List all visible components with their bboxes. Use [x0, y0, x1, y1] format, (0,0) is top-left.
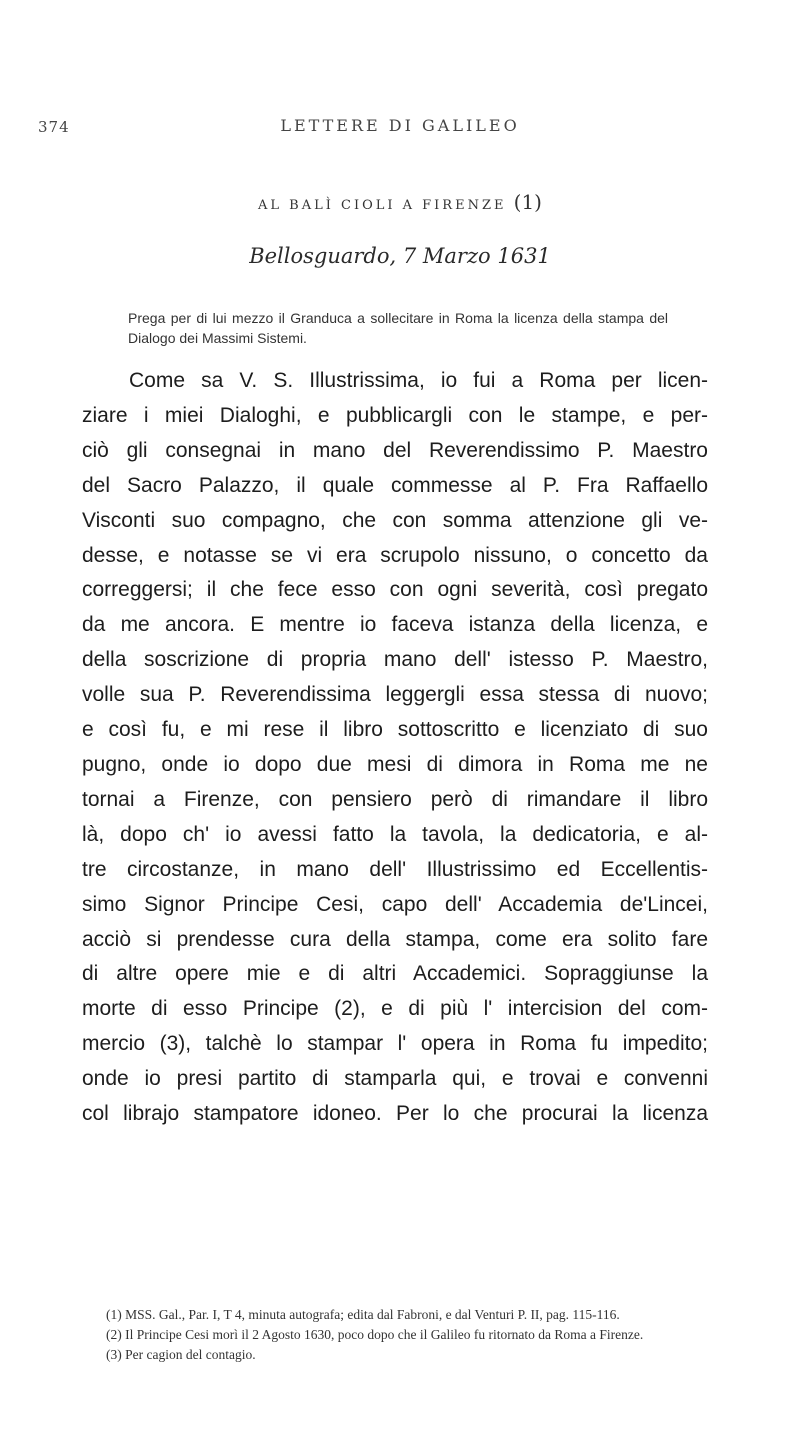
- body-line: simo Signor Principe Cesi, capo dell' Accademia de'Lincei,: [82, 892, 708, 916]
- body-line: di altre opere mie e di altri Accademici. Sopraggiunse la: [82, 962, 708, 986]
- letter-dateline: Bellosguardo, 7 Marzo 1631: [249, 244, 551, 268]
- footnote: (1) MSS. Gal., Par. I, T 4, minuta autografa; edita dal Fabroni, e dal Venturi P. II, pag. 115-116.: [106, 1307, 620, 1322]
- body-line: là, dopo ch' io avessi fatto la tavola, la dedicatoria, e al-: [82, 822, 708, 846]
- body-line: col librajo stampatore idoneo. Per lo che procurai la licenza: [82, 1102, 708, 1126]
- page-number: 374: [38, 118, 70, 136]
- body-line: correggersi; il che fece esso con ogni severità, così pregato: [82, 578, 708, 602]
- body-line: del Sacro Palazzo, il quale commesse al P. Fra Raffaello: [82, 473, 708, 497]
- letter-recipient: AL BALÌ CIOLI A FIRENZE: [258, 198, 507, 213]
- body-line: morte di esso Principe (2), e di più l' intercision del com-: [82, 997, 708, 1021]
- body-line: tre circostanze, in mano dell' Illustrissimo ed Eccellentis-: [82, 857, 708, 881]
- body-line: pugno, onde io dopo due mesi di dimora in Roma me ne: [82, 752, 708, 776]
- letter-heading: [0, 190, 800, 214]
- body-line: della soscrizione di propria mano dell' istesso P. Maestro,: [82, 648, 708, 672]
- body-line: Come sa V. S. Illustrissima, io fui a Roma per licen-: [129, 369, 708, 392]
- letter-body: [82, 364, 708, 1132]
- running-head: LETTERE DI GALILEO: [280, 116, 520, 135]
- body-line: desse, e notasse se vi era scrupolo nissuno, o concetto da: [82, 543, 708, 567]
- body-line: volle sua P. Reverendissima leggergli essa stessa di nuovo;: [82, 683, 708, 707]
- body-line: onde io presi partito di stamparla qui, e trovai e convenni: [82, 1067, 708, 1091]
- body-line: acciò si prendesse cura della stampa, come era solito fare: [82, 927, 708, 951]
- letter-summary: Prega per di lui mezzo il Granduca a sollecitare in Roma la licenza della stampa del Dialogo dei Massimi Sistemi.: [128, 310, 668, 346]
- footnotes: [82, 1305, 708, 1365]
- body-line: da me ancora. E mentre io faceva istanza della licenza, e: [82, 613, 708, 637]
- body-line: ciò gli consegnai in mano del Reverendissimo P. Maestro: [82, 438, 708, 462]
- footnote-reference: (1): [513, 190, 542, 214]
- body-line: ziare i miei Dialoghi, e pubblicargli con le stampe, e per-: [82, 403, 708, 427]
- footnote: (3) Per cagion del contagio.: [106, 1347, 256, 1362]
- body-line: tornai a Firenze, con pensiero però di rimandare il libro: [82, 787, 708, 811]
- body-line: e così fu, e mi rese il libro sottoscritto e licenziato di suo: [82, 718, 708, 742]
- body-line: Visconti suo compagno, che con somma attenzione gli ve-: [82, 508, 708, 532]
- footnote: (2) Il Principe Cesi morì il 2 Agosto 1630, poco dopo che il Galileo fu ritornato da Roma a Firenze.: [106, 1327, 644, 1342]
- body-line: mercio (3), talchè lo stampar l' opera in Roma fu impedito;: [82, 1032, 708, 1056]
